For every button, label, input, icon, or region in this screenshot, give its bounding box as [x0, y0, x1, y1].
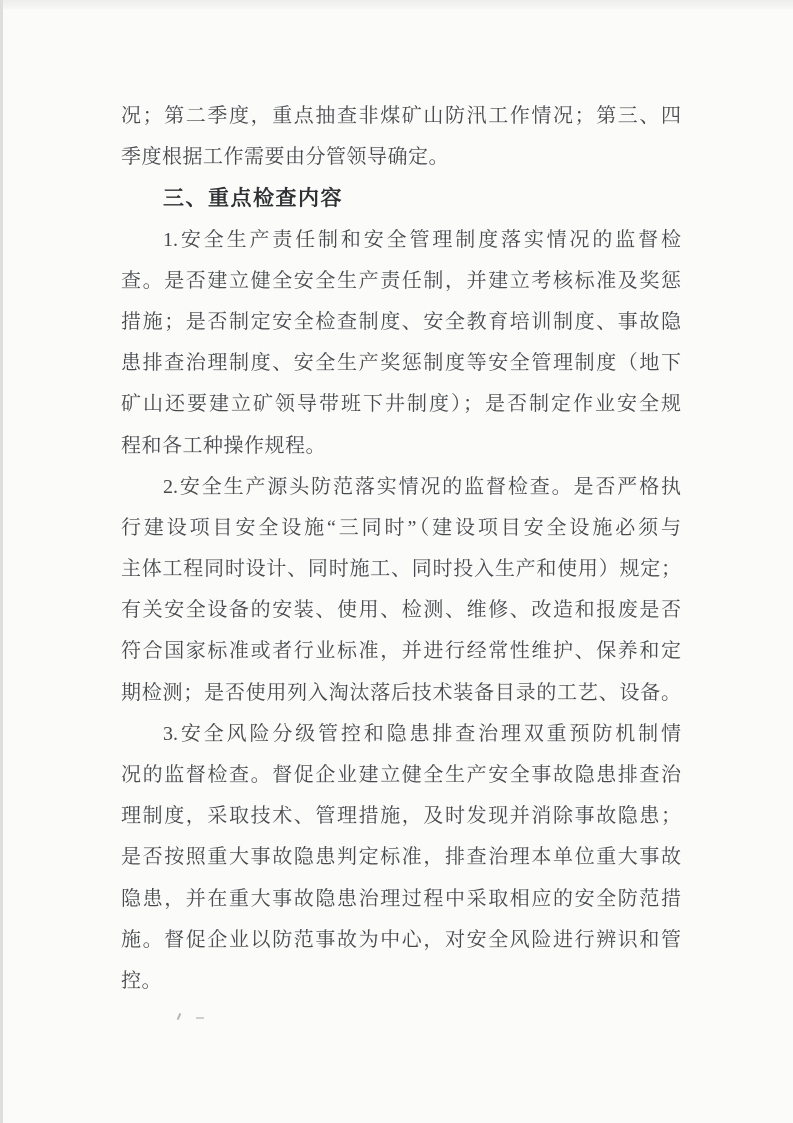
section-heading: 三、重点检查内容 [163, 187, 343, 211]
scan-edge-left [0, 0, 3, 1123]
text-line: 主体工程同时设计、同时施工、同时投入生产和使用）规定； [121, 558, 681, 581]
text-line: 矿山还要建立矿领导带班下井制度）；是否制定作业安全规 [121, 393, 681, 416]
scan-edge-top [0, 0, 793, 9]
text-line: 况；第二季度，重点抽查非煤矿山防汛工作情况；第三、四 [121, 105, 681, 127]
text-line: 施。督促企业以防范事故为中心，对安全风险进行辨识和管 [121, 928, 681, 951]
text-line: 患排查治理制度、安全生产奖惩制度等安全管理制度（地下 [121, 352, 681, 375]
text-line: 隐患，并在重大事故隐患治理过程中采取相应的安全防范措 [121, 887, 681, 910]
ink-speck [196, 1017, 204, 1019]
document-text [121, 96, 681, 1002]
text-line: 1.安全生产责任制和安全管理制度落实情况的监督检 [163, 228, 681, 251]
text-line: 2.安全生产源头防范落实情况的监督检查。是否严格执 [163, 475, 681, 498]
text-line: 况的监督检查。督促企业建立健全生产安全事故隐患排查治 [121, 764, 681, 786]
text-line: 措施；是否制定安全检查制度、安全教育培训制度、事故隐 [121, 310, 681, 333]
text-line: 季度根据工作需要由分管领导确定。 [121, 146, 449, 169]
text-line: 符合国家标准或者行业标准，并进行经常性维护、保养和定 [121, 640, 681, 663]
text-line: 期检测；是否使用列入淘汰落后技术装备目录的工艺、设备。 [121, 681, 681, 704]
text-line: 查。是否建立健全安全生产责任制，并建立考核标准及奖惩 [121, 269, 681, 292]
ink-speck [177, 1013, 182, 1020]
text-line: 行建设项目安全设施“三同时”（建设项目安全设施必须与 [121, 516, 681, 539]
text-line: 3.安全风险分级管控和隐患排查治理双重预防机制情 [163, 722, 681, 745]
text-line: 程和各工种操作规程。 [121, 434, 326, 457]
text-line: 是否按照重大事故隐患判定标准，排查治理本单位重大事故 [121, 846, 681, 869]
text-line: 有关安全设备的安装、使用、检测、维修、改造和报废是否 [121, 599, 681, 622]
text-line: 控。 [121, 969, 162, 992]
text-line: 理制度，采取技术、管理措施，及时发现并消除事故隐患； [121, 805, 681, 828]
